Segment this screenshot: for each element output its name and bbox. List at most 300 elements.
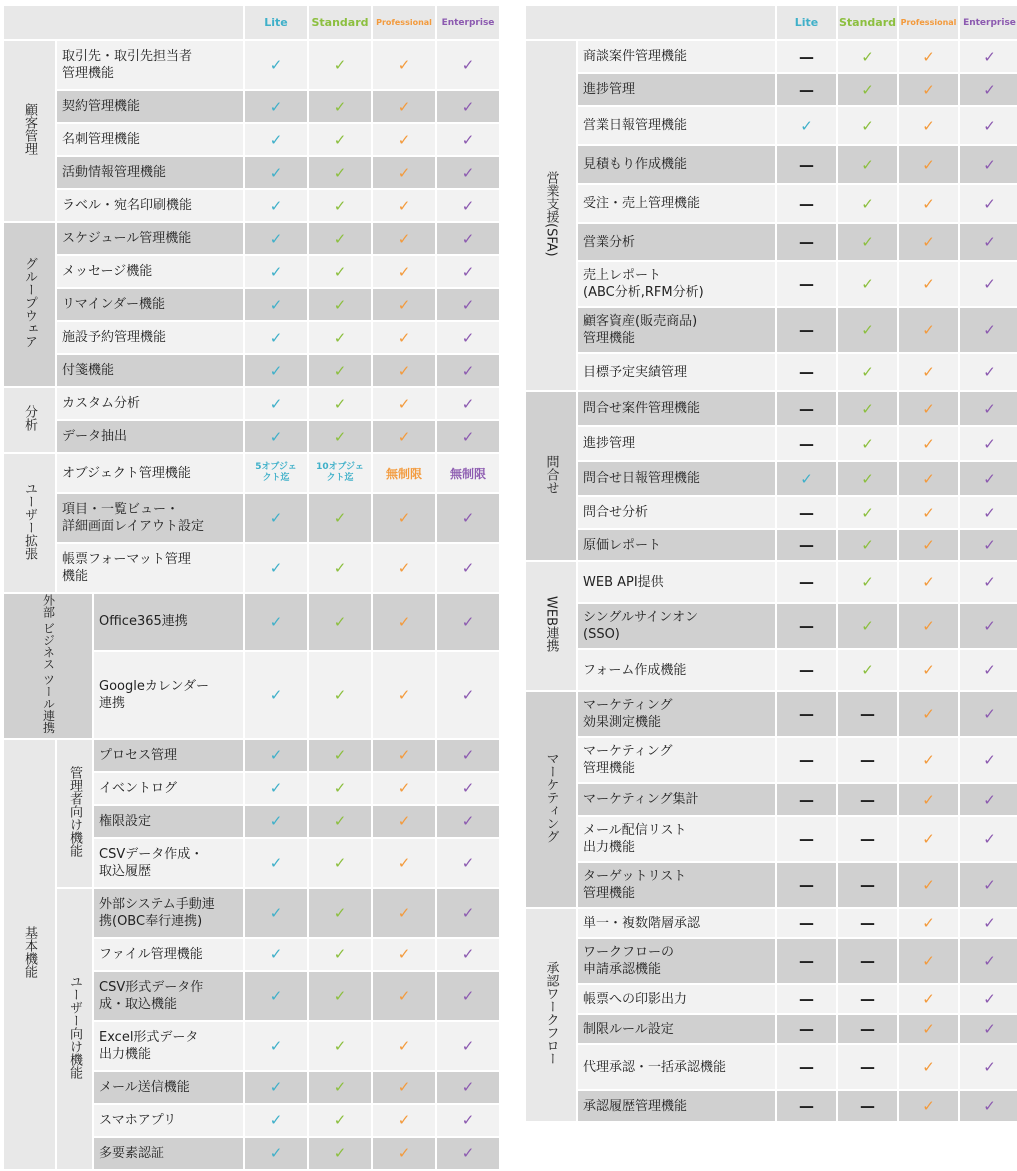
check-icon: ✓ (838, 308, 897, 352)
check-icon: ✓ (309, 157, 371, 188)
feature-label: メール送信機能 (94, 1072, 243, 1103)
check-icon: ✓ (245, 652, 307, 738)
check-icon: ✓ (373, 190, 435, 221)
check-icon: ✓ (309, 889, 371, 937)
check-icon: ✓ (309, 1072, 371, 1103)
feature-label: 原価レポート (578, 530, 775, 560)
feature-label: ラベル・宛名印刷機能 (57, 190, 243, 221)
check-icon: ✓ (373, 544, 435, 592)
check-icon: ✓ (899, 107, 958, 144)
feature-label: 見積もり作成機能 (578, 146, 775, 183)
check-icon: ✓ (245, 889, 307, 937)
feature-label: ターゲットリスト 管理機能 (578, 863, 775, 907)
limit-text: 5オブジェ クト迄 (245, 454, 307, 492)
dash-icon: — (838, 1045, 897, 1089)
check-icon: ✓ (309, 972, 371, 1020)
check-icon: ✓ (838, 604, 897, 648)
limit-text: 10オブジェ クト迄 (309, 454, 371, 492)
header-blank (526, 6, 775, 39)
check-icon: ✓ (960, 308, 1017, 352)
dash-icon: — (777, 692, 836, 736)
dash-icon: — (777, 1045, 836, 1089)
feature-label: CSVデータ作成・ 取込履歴 (94, 839, 243, 887)
check-icon: ✓ (373, 157, 435, 188)
check-icon: ✓ (309, 41, 371, 89)
dash-icon: — (777, 784, 836, 815)
check-icon: ✓ (838, 427, 897, 460)
feature-label: 進捗管理 (578, 74, 775, 105)
check-icon: ✓ (373, 1022, 435, 1070)
dash-icon: — (777, 1015, 836, 1043)
check-icon: ✓ (838, 650, 897, 690)
feature-label: 権限設定 (94, 806, 243, 837)
check-icon: ✓ (245, 190, 307, 221)
check-icon: ✓ (373, 289, 435, 320)
dash-icon: — (777, 817, 836, 861)
feature-label: オブジェクト管理機能 (57, 454, 243, 492)
check-icon: ✓ (437, 157, 499, 188)
check-icon: ✓ (309, 91, 371, 122)
check-icon: ✓ (245, 1022, 307, 1070)
dash-icon: — (777, 604, 836, 648)
check-icon: ✓ (373, 388, 435, 419)
check-icon: ✓ (960, 224, 1017, 260)
feature-label: 顧客資産(販売商品) 管理機能 (578, 308, 775, 352)
dash-icon: — (838, 784, 897, 815)
category-sfa: 営業支援(SFA) (526, 41, 576, 390)
dash-icon: — (838, 692, 897, 736)
table-row (4, 190, 499, 221)
dash-icon: — (838, 1091, 897, 1121)
check-icon: ✓ (838, 146, 897, 183)
check-icon: ✓ (373, 91, 435, 122)
check-icon: ✓ (960, 107, 1017, 144)
table-row (4, 322, 499, 353)
check-icon: ✓ (437, 740, 499, 771)
check-icon: ✓ (373, 421, 435, 452)
check-icon: ✓ (245, 839, 307, 887)
check-icon: ✓ (245, 773, 307, 804)
check-icon: ✓ (899, 427, 958, 460)
check-icon: ✓ (899, 462, 958, 495)
check-icon: ✓ (373, 806, 435, 837)
check-icon: ✓ (960, 462, 1017, 495)
check-icon: ✓ (245, 972, 307, 1020)
check-icon: ✓ (437, 223, 499, 254)
feature-label: メール配信リスト 出力機能 (578, 817, 775, 861)
check-icon: ✓ (960, 530, 1017, 560)
table-row (526, 107, 1017, 144)
table-row (526, 497, 1017, 528)
check-icon: ✓ (245, 223, 307, 254)
check-icon: ✓ (437, 594, 499, 650)
feature-label: 承認履歴管理機能 (578, 1091, 775, 1121)
check-icon: ✓ (245, 1072, 307, 1103)
feature-label: プロセス管理 (94, 740, 243, 771)
check-icon: ✓ (838, 354, 897, 390)
feature-label: 受注・売上管理機能 (578, 185, 775, 222)
dash-icon: — (777, 562, 836, 602)
header-lite: Lite (777, 6, 836, 39)
table-row (4, 223, 499, 254)
check-icon: ✓ (245, 544, 307, 592)
check-icon: ✓ (309, 256, 371, 287)
feature-label: CSV形式データ作 成・取込機能 (94, 972, 243, 1020)
dash-icon: — (777, 146, 836, 183)
dash-icon: — (777, 939, 836, 983)
feature-label: スケジュール管理機能 (57, 223, 243, 254)
feature-label: シングルサインオン (SSO) (578, 604, 775, 648)
feature-label: 帳票フォーマット管理 機能 (57, 544, 243, 592)
table-row (4, 594, 499, 650)
check-icon: ✓ (373, 494, 435, 542)
check-icon: ✓ (899, 784, 958, 815)
header-professional: Professional (899, 6, 958, 39)
check-icon: ✓ (309, 355, 371, 386)
check-icon: ✓ (309, 124, 371, 155)
feature-label: 代理承認・一括承認機能 (578, 1045, 775, 1089)
check-icon: ✓ (373, 594, 435, 650)
check-icon: ✓ (309, 740, 371, 771)
check-icon: ✓ (309, 652, 371, 738)
check-icon: ✓ (245, 355, 307, 386)
feature-label: 項目・一覧ビュー・ 詳細画面レイアウト設定 (57, 494, 243, 542)
check-icon: ✓ (437, 1072, 499, 1103)
check-icon: ✓ (245, 256, 307, 287)
dash-icon: — (838, 863, 897, 907)
check-icon: ✓ (777, 107, 836, 144)
check-icon: ✓ (245, 740, 307, 771)
dash-icon: — (777, 530, 836, 560)
table-row (526, 692, 1017, 736)
category-customer: 顧客管理 (4, 41, 55, 221)
header-lite: Lite (245, 6, 307, 39)
check-icon: ✓ (437, 388, 499, 419)
check-icon: ✓ (245, 41, 307, 89)
check-icon: ✓ (899, 530, 958, 560)
category-admin: 管理者向け機能 (57, 740, 92, 887)
feature-label: メッセージ機能 (57, 256, 243, 287)
dash-icon: — (777, 74, 836, 105)
check-icon: ✓ (245, 494, 307, 542)
feature-label: 名刺管理機能 (57, 124, 243, 155)
check-icon: ✓ (960, 146, 1017, 183)
table-row (526, 604, 1017, 648)
check-icon: ✓ (373, 1072, 435, 1103)
check-icon: ✓ (899, 738, 958, 782)
feature-label: マーケティング 効果測定機能 (578, 692, 775, 736)
feature-label: 帳票への印影出力 (578, 985, 775, 1013)
table-row (526, 354, 1017, 390)
check-icon: ✓ (899, 1091, 958, 1121)
check-icon: ✓ (960, 939, 1017, 983)
check-icon: ✓ (245, 124, 307, 155)
check-icon: ✓ (437, 494, 499, 542)
check-icon: ✓ (309, 773, 371, 804)
check-icon: ✓ (437, 355, 499, 386)
table-row (4, 157, 499, 188)
check-icon: ✓ (437, 1138, 499, 1169)
check-icon: ✓ (899, 604, 958, 648)
table-row (4, 494, 499, 542)
table-row (526, 146, 1017, 183)
check-icon: ✓ (373, 773, 435, 804)
check-icon: ✓ (899, 939, 958, 983)
table-row (526, 462, 1017, 495)
check-icon: ✓ (373, 652, 435, 738)
check-icon: ✓ (838, 392, 897, 425)
check-icon: ✓ (838, 262, 897, 306)
check-icon: ✓ (373, 1138, 435, 1169)
check-icon: ✓ (245, 289, 307, 320)
check-icon: ✓ (960, 354, 1017, 390)
check-icon: ✓ (309, 806, 371, 837)
feature-label: 制限ルール設定 (578, 1015, 775, 1043)
feature-label: カスタム分析 (57, 388, 243, 419)
check-icon: ✓ (309, 544, 371, 592)
dash-icon: — (777, 863, 836, 907)
check-icon: ✓ (899, 185, 958, 222)
check-icon: ✓ (309, 1138, 371, 1169)
check-icon: ✓ (437, 889, 499, 937)
table-row (4, 41, 499, 89)
table-row (4, 124, 499, 155)
feature-label: 契約管理機能 (57, 91, 243, 122)
check-icon: ✓ (373, 355, 435, 386)
check-icon: ✓ (309, 1022, 371, 1070)
check-icon: ✓ (437, 773, 499, 804)
table-row (526, 224, 1017, 260)
header-standard: Standard (838, 6, 897, 39)
category-workflow: 承認ワークフロー (526, 909, 576, 1121)
dash-icon: — (838, 939, 897, 983)
check-icon: ✓ (373, 972, 435, 1020)
dash-icon: — (838, 817, 897, 861)
table-row (4, 355, 499, 386)
check-icon: ✓ (960, 497, 1017, 528)
check-icon: ✓ (437, 972, 499, 1020)
check-icon: ✓ (437, 544, 499, 592)
check-icon: ✓ (960, 1091, 1017, 1121)
dash-icon: — (838, 738, 897, 782)
category-marketing: マーケティング (526, 692, 576, 907)
check-icon: ✓ (309, 839, 371, 887)
check-icon: ✓ (899, 863, 958, 907)
table-row (526, 985, 1017, 1013)
check-icon: ✓ (838, 107, 897, 144)
feature-label: ファイル管理機能 (94, 939, 243, 970)
feature-label: 取引先・取引先担当者 管理機能 (57, 41, 243, 89)
feature-label: 進捗管理 (578, 427, 775, 460)
check-icon: ✓ (899, 909, 958, 937)
table-row (4, 91, 499, 122)
feature-label: 売上レポート (ABC分析,RFM分析) (578, 262, 775, 306)
check-icon: ✓ (960, 562, 1017, 602)
check-icon: ✓ (309, 223, 371, 254)
feature-label: フォーム作成機能 (578, 650, 775, 690)
header-standard: Standard (309, 6, 371, 39)
dash-icon: — (838, 1015, 897, 1043)
feature-label: 問合せ案件管理機能 (578, 392, 775, 425)
category-inquiry: 問合せ (526, 392, 576, 560)
dash-icon: — (777, 1091, 836, 1121)
check-icon: ✓ (309, 421, 371, 452)
dash-icon: — (777, 354, 836, 390)
dash-icon: — (777, 262, 836, 306)
check-icon: ✓ (960, 863, 1017, 907)
check-icon: ✓ (437, 256, 499, 287)
check-icon: ✓ (309, 939, 371, 970)
feature-label: イベントログ (94, 773, 243, 804)
feature-label: 商談案件管理機能 (578, 41, 775, 72)
header-professional: Professional (373, 6, 435, 39)
check-icon: ✓ (437, 806, 499, 837)
check-icon: ✓ (899, 308, 958, 352)
feature-table-right (524, 4, 1017, 1123)
check-icon: ✓ (373, 223, 435, 254)
check-icon: ✓ (960, 262, 1017, 306)
check-icon: ✓ (309, 1105, 371, 1136)
dash-icon: — (777, 497, 836, 528)
check-icon: ✓ (960, 784, 1017, 815)
table-row (526, 738, 1017, 782)
check-icon: ✓ (899, 562, 958, 602)
table-row (4, 289, 499, 320)
table-row (526, 392, 1017, 425)
category-user-extension: ユーザー拡張 (4, 454, 55, 592)
feature-label: Office365連携 (94, 594, 243, 650)
check-icon: ✓ (899, 262, 958, 306)
check-icon: ✓ (437, 421, 499, 452)
table-row (4, 454, 499, 492)
check-icon: ✓ (899, 41, 958, 72)
feature-label: 多要素認証 (94, 1138, 243, 1169)
check-icon: ✓ (960, 738, 1017, 782)
limit-text: 無制限 (373, 454, 435, 492)
check-icon: ✓ (899, 146, 958, 183)
check-icon: ✓ (838, 185, 897, 222)
check-icon: ✓ (960, 41, 1017, 72)
feature-label: マーケティング 管理機能 (578, 738, 775, 782)
feature-label: 施設予約管理機能 (57, 322, 243, 353)
feature-label: リマインダー機能 (57, 289, 243, 320)
check-icon: ✓ (373, 839, 435, 887)
category-basic: 基本機能 (4, 740, 55, 1169)
dash-icon: — (777, 392, 836, 425)
check-icon: ✓ (838, 530, 897, 560)
feature-label: 外部システム手動連 携(OBC奉行連携) (94, 889, 243, 937)
category-external-tools: 外部 ビジネス ツール連携 (4, 594, 92, 738)
dash-icon: — (777, 650, 836, 690)
dash-icon: — (777, 41, 836, 72)
check-icon: ✓ (899, 817, 958, 861)
category-web: WEB連携 (526, 562, 576, 690)
check-icon: ✓ (437, 289, 499, 320)
check-icon: ✓ (437, 322, 499, 353)
check-icon: ✓ (309, 594, 371, 650)
check-icon: ✓ (838, 497, 897, 528)
table-row (4, 740, 499, 771)
feature-label: 問合せ分析 (578, 497, 775, 528)
check-icon: ✓ (960, 392, 1017, 425)
dash-icon: — (777, 308, 836, 352)
table-row (526, 939, 1017, 983)
feature-label: 付箋機能 (57, 355, 243, 386)
feature-label: 目標予定実績管理 (578, 354, 775, 390)
check-icon: ✓ (373, 256, 435, 287)
feature-label: 単一・複数階層承認 (578, 909, 775, 937)
check-icon: ✓ (899, 650, 958, 690)
check-icon: ✓ (309, 289, 371, 320)
check-icon: ✓ (309, 190, 371, 221)
limit-text: 無制限 (437, 454, 499, 492)
check-icon: ✓ (838, 74, 897, 105)
check-icon: ✓ (838, 462, 897, 495)
table-row (4, 388, 499, 419)
check-icon: ✓ (373, 41, 435, 89)
check-icon: ✓ (245, 594, 307, 650)
table-row (526, 909, 1017, 937)
table-row (526, 308, 1017, 352)
check-icon: ✓ (899, 354, 958, 390)
check-icon: ✓ (437, 652, 499, 738)
table-row (4, 889, 499, 937)
table-row (526, 530, 1017, 560)
check-icon: ✓ (437, 124, 499, 155)
check-icon: ✓ (960, 817, 1017, 861)
check-icon: ✓ (777, 462, 836, 495)
check-icon: ✓ (437, 190, 499, 221)
header-enterprise: Enterprise (960, 6, 1017, 39)
check-icon: ✓ (899, 692, 958, 736)
check-icon: ✓ (373, 1105, 435, 1136)
check-icon: ✓ (899, 1015, 958, 1043)
table-row (526, 784, 1017, 815)
check-icon: ✓ (960, 185, 1017, 222)
table-row (4, 256, 499, 287)
check-icon: ✓ (437, 939, 499, 970)
feature-label: ワークフローの 申請承認機能 (578, 939, 775, 983)
check-icon: ✓ (960, 74, 1017, 105)
check-icon: ✓ (309, 388, 371, 419)
feature-label: データ抽出 (57, 421, 243, 452)
table-row (526, 1091, 1017, 1121)
check-icon: ✓ (373, 740, 435, 771)
check-icon: ✓ (899, 74, 958, 105)
check-icon: ✓ (373, 124, 435, 155)
check-icon: ✓ (960, 909, 1017, 937)
dash-icon: — (777, 427, 836, 460)
check-icon: ✓ (245, 91, 307, 122)
table-row (526, 650, 1017, 690)
table-row (526, 863, 1017, 907)
check-icon: ✓ (960, 650, 1017, 690)
table-row (526, 41, 1017, 72)
check-icon: ✓ (960, 985, 1017, 1013)
check-icon: ✓ (373, 322, 435, 353)
check-icon: ✓ (899, 985, 958, 1013)
category-analysis: 分析 (4, 388, 55, 452)
check-icon: ✓ (437, 41, 499, 89)
check-icon: ✓ (245, 939, 307, 970)
table-row (526, 1045, 1017, 1089)
feature-label: 営業日報管理機能 (578, 107, 775, 144)
check-icon: ✓ (838, 41, 897, 72)
check-icon: ✓ (245, 1138, 307, 1169)
check-icon: ✓ (899, 497, 958, 528)
check-icon: ✓ (245, 157, 307, 188)
dash-icon: — (777, 738, 836, 782)
